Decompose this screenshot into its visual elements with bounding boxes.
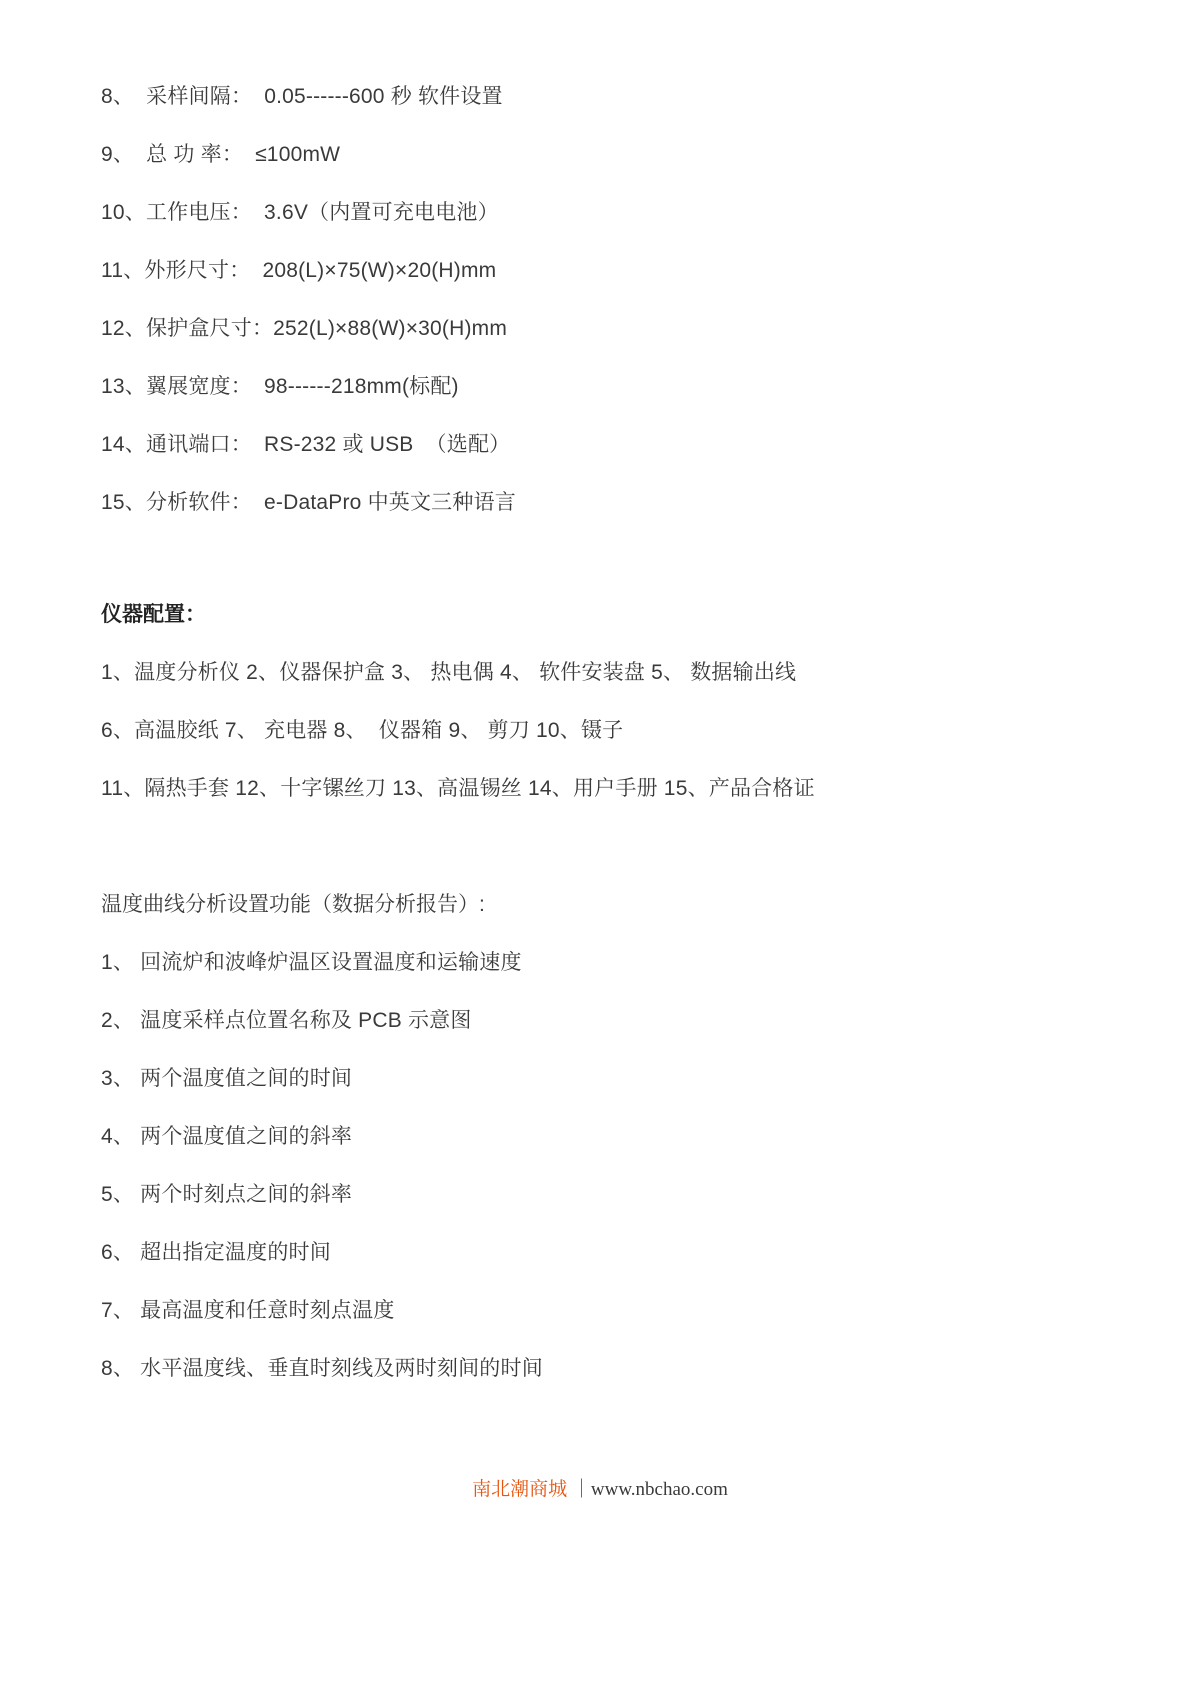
analysis-line: 7、 最高温度和任意时刻点温度	[101, 1299, 395, 1322]
spec-line: 9、 总 功 率： ≤100mW	[101, 143, 341, 166]
spec-line: 14、通讯端口： RS-232 或 USB （选配）	[101, 433, 511, 456]
analysis-line: 2、 温度采样点位置名称及 PCB 示意图	[101, 1009, 472, 1032]
config-line: 11、隔热手套 12、十字镙丝刀 13、高温锡丝 14、用户手册 15、产品合格证	[101, 777, 815, 800]
footer-url[interactable]: ｜www.nbchao.com	[567, 1479, 728, 1500]
spec-line: 12、保护盒尺寸：252(L)×88(W)×30(H)mm	[101, 317, 508, 340]
analysis-line: 8、 水平温度线、垂直时刻线及两时刻间的时间	[101, 1357, 543, 1380]
analysis-line: 3、 两个温度值之间的时间	[101, 1067, 353, 1090]
analysis-line: 1、 回流炉和波峰炉温区设置温度和运输速度	[101, 951, 522, 974]
page-footer	[0, 1478, 1200, 1502]
config-section-heading: 仪器配置：	[101, 603, 206, 626]
spec-line: 11、外形尺寸： 208(L)×75(W)×20(H)mm	[101, 259, 497, 282]
section-gap	[101, 550, 1110, 604]
analysis-line: 4、 两个温度值之间的斜率	[101, 1125, 353, 1148]
config-line: 1、温度分析仪 2、仪器保护盒 3、 热电偶 4、 软件安装盘 5、 数据输出线	[101, 661, 797, 684]
spec-line: 8、 采样间隔： 0.05------600 秒 软件设置	[101, 85, 503, 108]
section-gap	[101, 836, 1110, 894]
analysis-section-heading: 温度曲线分析设置功能（数据分析报告）:	[101, 893, 485, 916]
spec-line: 15、分析软件： e-DataPro 中英文三种语言	[101, 491, 516, 514]
spec-line: 13、翼展宽度： 98------218mm(标配)	[101, 375, 459, 398]
spec-line: 10、工作电压： 3.6V（内置可充电电池）	[101, 201, 499, 224]
document-content	[101, 86, 1110, 1416]
analysis-line: 5、 两个时刻点之间的斜率	[101, 1183, 353, 1206]
analysis-line: 6、 超出指定温度的时间	[101, 1241, 331, 1264]
config-line: 6、高温胶纸 7、 充电器 8、 仪器箱 9、 剪刀 10、镊子	[101, 719, 624, 742]
footer-brand: 南北潮商城	[472, 1479, 568, 1500]
